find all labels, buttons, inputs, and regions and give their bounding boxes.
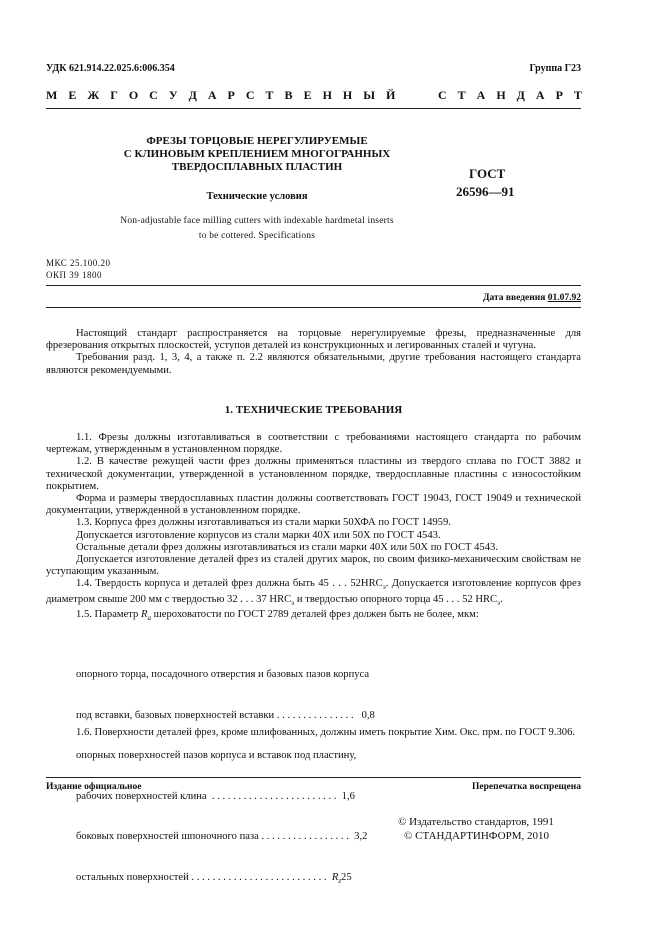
date-rule — [46, 307, 581, 308]
english-title-line-2: to be cottered. Specifications — [198, 231, 316, 241]
group-code: Группа Г23 — [529, 63, 581, 74]
edition-note: Издание официальное — [46, 782, 142, 792]
hrc-subscript: э — [497, 598, 501, 607]
introduction-date — [483, 293, 581, 303]
title-line-1: ФРЕЗЫ ТОРЦОВЫЕ НЕРЕГУЛИРУЕМЫЕ — [146, 135, 368, 147]
gost-number: 26596—91 — [456, 184, 515, 199]
clause-1-3: 1.3. Корпуса фрез должны изготавливаться из стали марки 50ХФА по ГОСТ 14959. — [76, 517, 451, 529]
header-rule — [46, 108, 581, 109]
rz-subscript: z — [338, 876, 342, 885]
roughness-subscript: a — [147, 614, 151, 623]
clause-1-4-part-4: . — [500, 593, 503, 605]
codes-rule — [46, 285, 581, 286]
reprint-note: Перепечатка воспрещена — [471, 782, 581, 792]
list-item: под вставки, базовых поверхностей вставки . . . . . . . . . . . . . . . 0,8 — [76, 709, 375, 721]
roughness-symbol: R — [141, 609, 148, 621]
hrc-subscript: э — [382, 583, 386, 592]
title-line-3: ТВЕРДОСПЛАВНЫХ ПЛАСТИН — [171, 161, 343, 173]
copyright-block — [398, 815, 554, 843]
clause-1-4-part-2: . Допускается изготовление корпусов фрез диаметром свыше 200 мм с твердостью 32 . . . 37 HRC — [46, 578, 581, 605]
clause-1-4-part-1: 1.4. Твердость корпуса и деталей фрез должна быть 45 . . . 52HRC — [76, 578, 383, 590]
copyright-1: © Издательство стандартов, 1991 — [398, 816, 554, 828]
hrc-subscript: э — [291, 598, 295, 607]
classification-codes — [46, 257, 111, 281]
section-1-text — [46, 432, 581, 624]
list-item: опорного торца, посадочного отверстия и базовых пазов корпуса — [76, 669, 370, 680]
clause-1-3-other: Остальные детали фрез должны изготавливаться из стали марки 40Х или 50Х по ГОСТ 4543. — [76, 541, 498, 553]
title-line-2: С КЛИНОВЫМ КРЕПЛЕНИЕМ МНОГОГРАННЫХ — [123, 148, 391, 160]
intro-date-label: Дата введения — [482, 293, 546, 303]
rz-value: 25 — [341, 871, 352, 883]
roughness-list — [76, 641, 375, 902]
clause-1-5-part-1: 1.5. Параметр — [76, 609, 142, 621]
rz-symbol: R — [331, 871, 339, 883]
okp-code: ОКП 39 1800 — [46, 270, 103, 280]
clause-1-6-block — [46, 727, 581, 739]
list-item: боковых поверхностей шпоночного паза . . . . . . . . . . . . . . . . . 3,2 — [76, 831, 368, 842]
subtitle: Технические условия — [206, 191, 308, 202]
footer-rule — [46, 777, 581, 778]
clause-1-2: 1.2. В качестве режущей части фрез должны применяться пластины из твердого сплава по ГОСТ 3882 и технической документации, утвержденной в установленном порядке, твердосплавные пластины с износостойким покрытием. — [46, 456, 581, 492]
english-title-line-1: Non-adjustable face milling cutters with indexable hardmetal inserts — [120, 216, 394, 226]
clause-1-1: 1.1. Фрезы должны изготавливаться в соответствии с требованиями настоящего стандарта по рабочим чертежам, утвержденным в установленном порядке. — [46, 432, 581, 456]
clause-1-5-part-2: шероховатости по ГОСТ 2789 деталей фрез должен быть не более, мкм: — [151, 609, 479, 621]
list-item — [76, 871, 375, 889]
list-item-text: остальных поверхностей . . . . . . . . . . . . . . . . . . . . . . . . . . — [76, 871, 332, 883]
intro-date-value: 01.07.92 — [547, 293, 581, 303]
intro-paragraph-2: Требования разд. 1, 3, 4, а также п. 2.2 являются обязательными, другие требования настоящего стандарта являются рекомендуемыми. — [46, 352, 581, 376]
gost-designation — [456, 165, 515, 201]
clause-1-5 — [46, 609, 581, 624]
clause-1-2-forms: Форма и размеры твердосплавных пластин должны соответствовать ГОСТ 19043, ГОСТ 19049 и технической документации, утвержденной в установленном порядке. — [46, 493, 581, 517]
clause-1-3-alt: Допускается изготовление корпусов из стали марки 40Х или 50Х по ГОСТ 4543. — [76, 529, 441, 541]
clause-1-4-part-3: и твердостью опорного торца 45 . . . 52 HRC — [294, 593, 498, 605]
banner-left: М Е Ж Г О С У Д А Р С Т В Е Н Н Ы Й — [46, 88, 400, 102]
copyright-2: © СТАНДАРТИНФОРМ, 2010 — [404, 830, 549, 842]
document-title — [60, 135, 454, 174]
mks-code: МКС 25.100.20 — [46, 258, 111, 268]
udk-code: УДК 621.914.22.025.6:006.354 — [46, 63, 175, 74]
banner-right: С Т А Н Д А Р Т — [438, 88, 586, 102]
english-title — [60, 214, 454, 244]
clause-1-6: 1.6. Поверхности деталей фрез, кроме шлифованных, должны иметь покрытие Хим. Окс. прм. по ГОСТ 9.306. — [76, 727, 576, 738]
intro-text — [46, 328, 581, 377]
list-item: опорных поверхностей пазов корпуса и вставок под пластину, — [76, 750, 357, 761]
list-item: рабочих поверхностей клина . . . . . . . . . . . . . . . . . . . . . . . . 1,6 — [76, 790, 355, 802]
clause-1-3-substitute: Допускается изготовление деталей фрез из сталей других марок, по своим физико-механическим свойствам не уступающим указанным. — [46, 554, 581, 578]
gost-label: ГОСТ — [469, 166, 506, 181]
section-heading: 1. ТЕХНИЧЕСКИЕ ТРЕБОВАНИЯ — [224, 404, 403, 416]
intro-paragraph-1: Настоящий стандарт распространяется на торцовые нерегулируемые фрезы, предназначенные для фрезерования открытых плоскостей, уступов деталей из конструкционных и легированных сталей и чугуна. — [46, 328, 581, 352]
clause-1-4 — [46, 578, 581, 609]
